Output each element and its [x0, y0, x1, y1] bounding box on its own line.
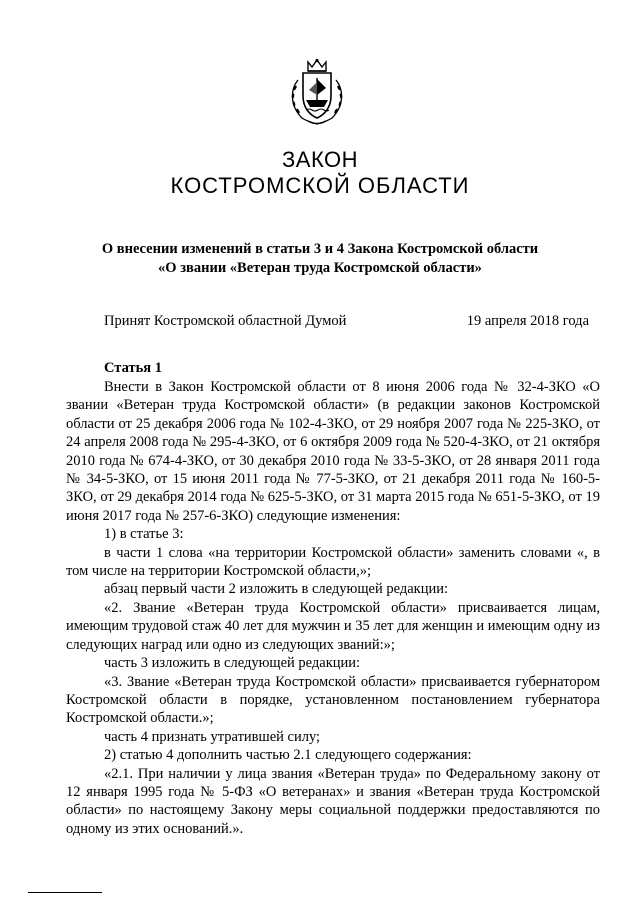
article-heading: Статья 1: [104, 360, 162, 376]
adoption-date: 19 апреля 2018 года: [466, 313, 589, 329]
article-paragraph: абзац первый части 2 изложить в следующей редакции:: [104, 581, 448, 598]
article-paragraph: в части 1 слова «на территории Костромской области» заменить словами «, в том числе на территории Костромской области,»;: [66, 544, 600, 580]
subject-line-2: «О звании «Ветеран труда Костромской области»: [158, 260, 482, 276]
article-paragraph: Внести в Закон Костромской области от 8 июня 2006 года № 32-4-ЗКО «О звании «Ветеран труда Костромской области» (в редакции законов Костромской области от 25 декабря 2006 года № 102-4-ЗКО, от 29 ноября 2007 года № 225-ЗКО, от 24 апреля 2008 года № 295-4-ЗКО, от 6 октября 2009 года № 520-4-ЗКО, от 21 октября 2010 года № 674-4-ЗКО, от 30 декабря 2010 года № 33-5-ЗКО, от 28 января 2011 года № 34-5-ЗКО, от 15 июня 2011 года № 77-5-ЗКО, от 21 декабря 2011 года № 160-5-ЗКО, от 29 декабря 2014 года № 625-5-ЗКО, от 31 марта 2015 года № 651-5-ЗКО, от 19 июня 2017 года № 257-6-ЗКО) следующие изменения:: [66, 379, 600, 524]
subject-line-1: О внесении изменений в статьи 3 и 4 Закона Костромской области: [101, 241, 539, 257]
article-paragraph: 2) статью 4 дополнить частью 2.1 следующего содержания:: [104, 747, 472, 764]
article-paragraph: «3. Звание «Ветеран труда Костромской области» присваивается губернатором Костромской области в порядке, установленном постановлением губернатора Костромской области.»;: [66, 673, 600, 727]
adopted-by: Принят Костромской областной Думой: [104, 313, 347, 329]
article-paragraph: 1) в статье 3:: [104, 526, 184, 543]
law-title: ЗАКОН: [281, 147, 359, 172]
article-paragraph: «2. Звание «Ветеран труда Костромской области» присваивается лицам, имеющим трудовой стаж 40 лет для мужчин и 35 лет для женщин и имеющим одну из следующих наград или одно из следующих званий:»;: [66, 599, 600, 653]
coat-of-arms-icon: [286, 58, 348, 126]
article-paragraph: «2.1. При наличии у лица звания «Ветеран труда» по Федеральному закону от 12 января 1995 года № 5-ФЗ «О ветеранах» и звания «Ветеран труда Костромской области» по настоящему Закону меры социальной поддержки предоставляются по одному из этих оснований.».: [66, 765, 600, 837]
article-paragraph: часть 4 признать утратившей силу;: [104, 728, 321, 745]
adoption-line: [104, 312, 589, 331]
footnote-divider: [28, 892, 102, 893]
article-paragraph: часть 3 изложить в следующей редакции:: [104, 655, 361, 672]
law-region-title: КОСТРОМСКОЙ ОБЛАСТИ: [170, 173, 470, 198]
article-body: [66, 378, 600, 838]
